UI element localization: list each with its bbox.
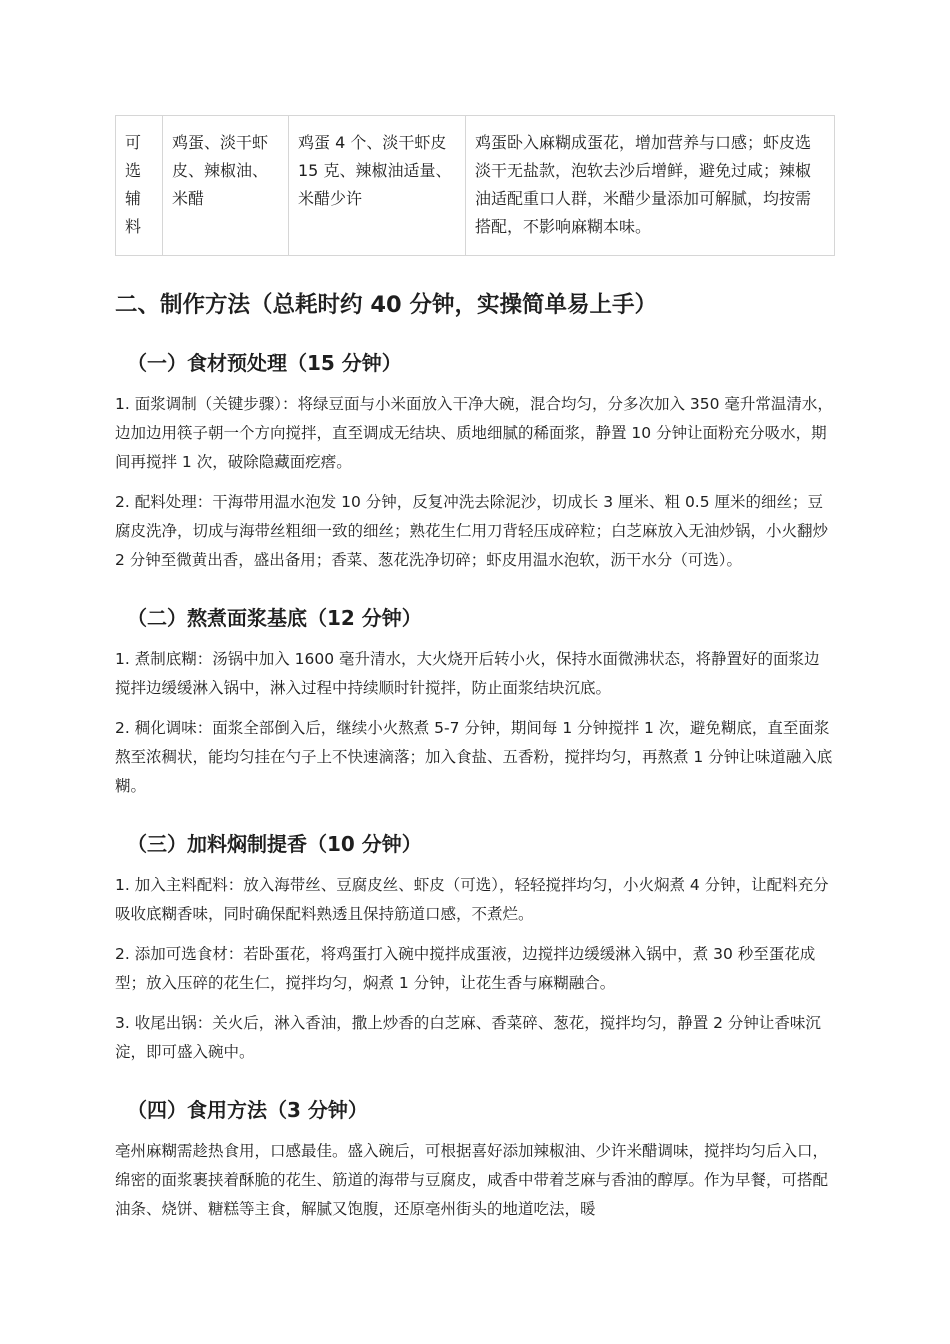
subsection-heading: （三）加料焖制提香（10 分钟） xyxy=(127,832,422,856)
document-page xyxy=(115,115,835,1224)
paragraph: 亳州麻糊需趁热食用，口感最佳。盛入碗后，可根据喜好添加辣椒油、少许米醋调味，搅拌均匀后入口，绵密的面浆裹挟着酥脆的花生、筋道的海带与豆腐皮，咸香中带着芝麻与香油的醇厚。作为早餐，可搭配油条、烧饼、糖糕等主食，解腻又饱腹，还原亳州街头的地道吃法，暖 xyxy=(115,1142,829,1218)
paragraph: 2. 添加可选食材：若卧蛋花，将鸡蛋打入碗中搅拌成蛋液，边搅拌边缓缓淋入锅中，煮 30 秒至蛋花成型；放入压碎的花生仁，搅拌均匀，焖煮 1 分钟，让花生香与麻糊融合。 xyxy=(115,945,816,992)
paragraph: 1. 煮制底糊：汤锅中加入 1600 毫升清水，大火烧开后转小火，保持水面微沸状态，将静置好的面浆边搅拌边缓缓淋入锅中，淋入过程中持续顺时针搅拌，防止面浆结块沉底。 xyxy=(115,650,820,697)
subsection-heading: （二）熬煮面浆基底（12 分钟） xyxy=(127,606,422,630)
paragraph: 1. 面浆调制（关键步骤）：将绿豆面与小米面放入干净大碗，混合均匀，分多次加入 350 毫升常温清水，边加边用筷子朝一个方向搅拌，直至调成无结块、质地细腻的稀面浆，静置 10 分钟让面粉充分吸水，期间再搅拌 1 次，破除隐藏面疙瘩。 xyxy=(115,395,833,471)
section-heading: 二、制作方法（总耗时约 40 分钟，实操简单易上手） xyxy=(115,292,657,318)
subsection-heading: （一）食材预处理（15 分钟） xyxy=(127,351,402,375)
paragraph: 1. 加入主料配料：放入海带丝、豆腐皮丝、虾皮（可选），轻轻搅拌均匀，小火焖煮 4 分钟，让配料充分吸收底糊香味，同时确保配料熟透且保持筋道口感，不煮烂。 xyxy=(115,876,829,923)
ingredients-table xyxy=(115,115,835,256)
table-cell-category: 可选辅料 xyxy=(116,116,163,256)
table-row xyxy=(116,116,835,256)
paragraph: 2. 稠化调味：面浆全部倒入后，继续小火熬煮 5-7 分钟，期间每 1 分钟搅拌 1 次，避免糊底，直至面浆熬至浓稠状，能均匀挂在勺子上不快速滴落；加入食盐、五香粉，搅拌均匀，再熬煮 1 分钟让味道融入底糊。 xyxy=(115,719,833,795)
paragraph: 3. 收尾出锅：关火后，淋入香油，撒上炒香的白芝麻、香菜碎、葱花，搅拌均匀，静置 2 分钟让香味沉淀，即可盛入碗中。 xyxy=(115,1014,821,1061)
paragraph: 2. 配料处理：干海带用温水泡发 10 分钟，反复冲洗去除泥沙，切成长 3 厘米、粗 0.5 厘米的细丝；豆腐皮洗净，切成与海带丝粗细一致的细丝；熟花生仁用刀背轻压成碎粒；白芝麻放入无油炒锅，小火翻炒 2 分钟至微黄出香，盛出备用；香菜、葱花洗净切碎；虾皮用温水泡软，沥干水分（可选）。 xyxy=(115,493,829,569)
table-cell-items: 鸡蛋、淡干虾皮、辣椒油、米醋 xyxy=(163,116,289,256)
table-cell-amount: 鸡蛋 4 个、淡干虾皮 15 克、辣椒油适量、米醋少许 xyxy=(289,116,466,256)
table-cell-note: 鸡蛋卧入麻糊成蛋花，增加营养与口感；虾皮选淡干无盐款，泡软去沙后增鲜，避免过咸；辣椒油适配重口人群，米醋少量添加可解腻，均按需搭配，不影响麻糊本味。 xyxy=(466,116,835,256)
subsection-heading: （四）食用方法（3 分钟） xyxy=(127,1098,368,1122)
